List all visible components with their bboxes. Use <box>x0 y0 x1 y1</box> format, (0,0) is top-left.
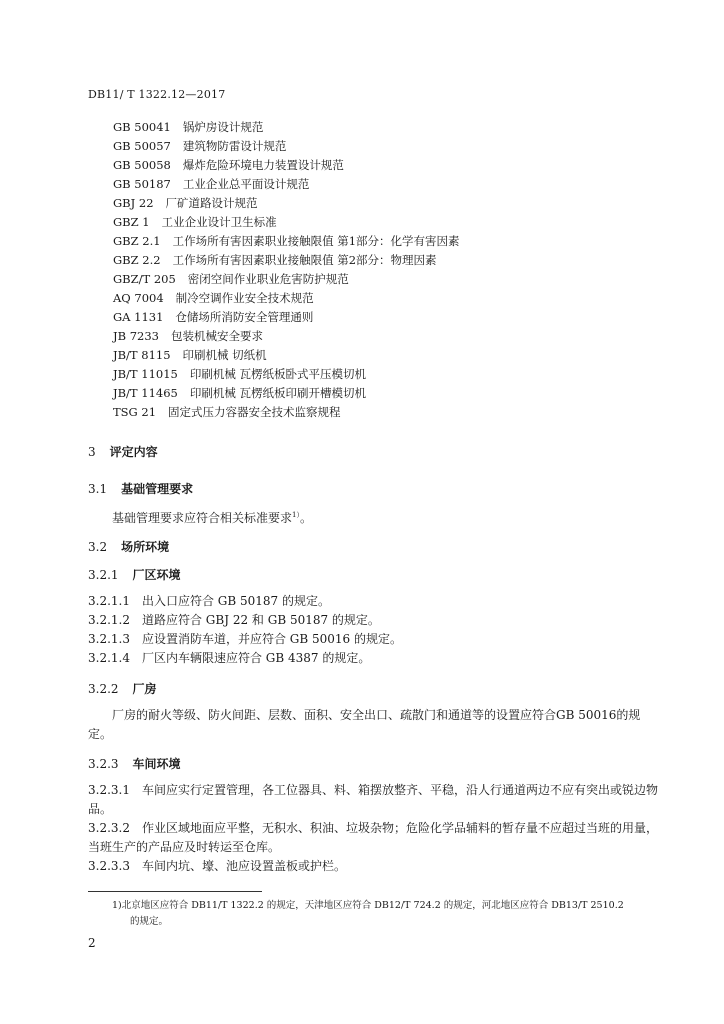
clause-3-2-1-3: 3.2.1.3 应设置消防车道，并应符合 GB 50016 的规定。 <box>88 632 403 646</box>
clause-3-2-1-1: 3.2.1.1 出入口应符合 GB 50187 的规定。 <box>88 594 331 608</box>
reference-item: TSG 21 固定式压力容器安全技术监察规程 <box>113 405 341 419</box>
section-3-2-1-heading: 3.2.1 厂区环境 <box>88 568 181 582</box>
section-3-2-heading: 3.2 场所环境 <box>88 540 170 554</box>
section-3-1-heading: 3.1 基础管理要求 <box>88 482 194 496</box>
document-code: DB11/ T 1322.12—2017 <box>88 88 226 101</box>
reference-item: GBZ/T 205 密闭空间作业职业危害防护规范 <box>113 272 349 286</box>
clause-3-2-3-1: 3.2.3.1 车间应实行定置管理，各工位器具、料、箱摆放整齐、平稳，沿人行通道两边不应有突出或锐边物品。 <box>88 783 658 816</box>
reference-item: JB/T 8115 印刷机械 切纸机 <box>113 348 267 362</box>
reference-item: JB/T 11465 印刷机械 瓦楞纸板印刷开槽模切机 <box>113 386 367 400</box>
section-3-2-2-body: 厂房的耐火等级、防火间距、层数、面积、安全出口、疏散门和通道等的设置应符合GB 50016的规定。 <box>88 708 641 741</box>
reference-item: AQ 7004 制冷空调作业安全技术规范 <box>113 291 314 305</box>
reference-item: GBZ 2.1 工作场所有害因素职业接触限值 第1部分：化学有害因素 <box>113 234 460 248</box>
clause-3-2-1-4: 3.2.1.4 厂区内车辆限速应符合 GB 4387 的规定。 <box>88 651 371 665</box>
reference-item: GBZ 1 工业企业设计卫生标准 <box>113 215 277 229</box>
reference-item: GB 50058 爆炸危险环境电力装置设计规范 <box>113 158 344 172</box>
section-3-1-body: 基础管理要求应符合相关标准要求$^{1)}$。 <box>112 511 312 525</box>
clause-3-2-3-2: 3.2.3.2 作业区域地面应平整，无积水、积油、垃圾杂物；危险化学品辅料的暂存量不应超过当班的用量，当班生产的产品应及时转运至仓库。 <box>88 821 658 854</box>
reference-item: JB/T 11015 印刷机械 瓦楞纸板卧式平压模切机 <box>113 367 367 381</box>
reference-item: JB 7233 包装机械安全要求 <box>113 329 263 343</box>
reference-item: GBZ 2.2 工作场所有害因素职业接触限值 第2部分：物理因素 <box>113 253 437 267</box>
clause-3-2-3-3: 3.2.3.3 车间内坑、壕、池应设置盖板或护栏。 <box>88 859 346 873</box>
page-number: 2 <box>88 936 96 950</box>
reference-item: GB 50041 锅炉房设计规范 <box>113 120 264 134</box>
section-3-2-3-heading: 3.2.3 车间环境 <box>88 757 181 771</box>
reference-item: GBJ 22 厂矿道路设计规范 <box>113 196 258 210</box>
clause-3-2-1-2: 3.2.1.2 道路应符合 GBJ 22 和 GB 50187 的规定。 <box>88 613 380 627</box>
footnote: 1)北京地区应符合 DB11/T 1322.2 的规定，天津地区应符合 DB12/T 724.2 的规定，河北地区应符合 DB13/T 2510.2 的规定。 <box>112 900 624 927</box>
normative-references-list <box>113 118 460 422</box>
section-3-2-2-heading: 3.2.2 厂房 <box>88 682 157 696</box>
section-3-heading: 3 评定内容 <box>88 445 158 459</box>
footnote-divider <box>88 891 262 892</box>
reference-item: GB 50187 工业企业总平面设计规范 <box>113 177 310 191</box>
footnote-ref: 1） <box>292 511 300 519</box>
reference-item: GA 1131 仓储场所消防安全管理通则 <box>113 310 314 324</box>
reference-item: GB 50057 建筑物防雷设计规范 <box>113 139 287 153</box>
